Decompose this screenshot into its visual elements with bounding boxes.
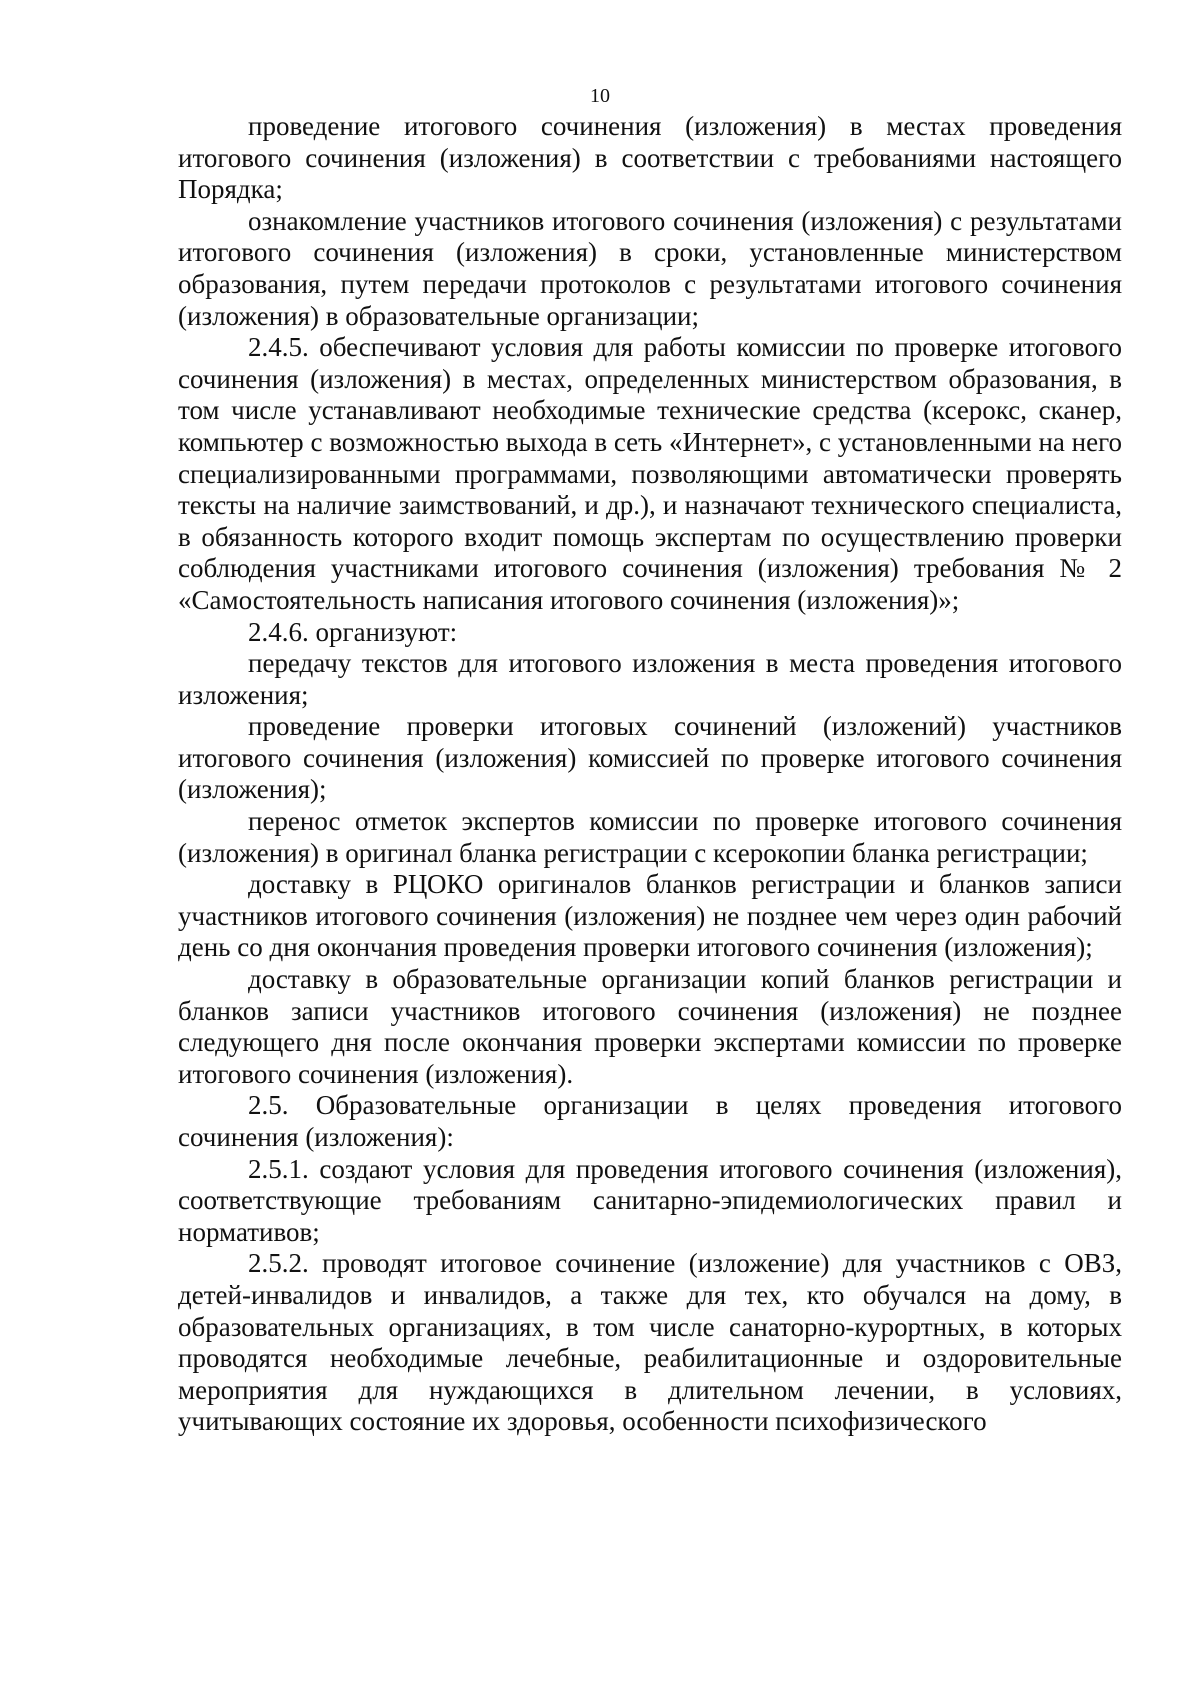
page-number: 10 bbox=[590, 85, 610, 107]
paragraph-results-familiarization: ознакомление участников итогового сочинения (изложения) с результатами итогового сочинения (изложения) в сроки, установленные министерством образования, путем передачи протоколов с результатами итогового сочинения (изложения) в образовательные организации; bbox=[178, 205, 1122, 331]
paragraph-2-5-1: 2.5.1. создают условия для проведения итогового сочинения (изложения), соответствующие требованиям санитарно-эпидемиологических правил и нормативов; bbox=[178, 1153, 1122, 1247]
paragraph-essay-check: проведение проверки итоговых сочинений (изложений) участников итогового сочинения (изложения) комиссией по проверке итогового сочинения (изложения); bbox=[178, 711, 1122, 805]
paragraph-marks-transfer: перенос отметок экспертов комиссии по проверке итогового сочинения (изложения) в оригинал бланка регистрации с ксерокопии бланка регистрации; bbox=[178, 806, 1122, 868]
paragraph-text-transfer: передачу текстов для итогового изложения в места проведения итогового изложения; bbox=[178, 648, 1122, 710]
paragraph-exam-conduct: проведение итогового сочинения (изложения) в местах проведения итогового сочинения (изложения) в соответствии с требованиями настоящего Порядка; bbox=[178, 111, 1122, 205]
paragraph-delivery-rcoko: доставку в РЦОКО оригиналов бланков регистрации и бланков записи участников итогового сочинения (изложения) не позднее чем через один рабочий день со дня окончания проведения проверки итогового сочинения (изложения); bbox=[178, 869, 1122, 963]
paragraph-2-4-6: 2.4.6. организуют: bbox=[248, 616, 458, 647]
paragraph-2-4-5: 2.4.5. обеспечивают условия для работы комиссии по проверке итогового сочинения (изложения) в местах, определенных министерством образования, в том числе устанавливают необходимые технические средства (ксерокс, сканер, компьютер с возможностью выхода в сеть «Интернет», с установленными на него специализированными программами, позволяющими автоматически проверять тексты на наличие заимствований, и др.), и назначают технического специалиста, в обязанность которого входит помощь экспертам по осуществлению проверки соблюдения участниками итогового сочинения (изложения) требования № 2 «Самостоятельность написания итогового сочинения (изложения)»; bbox=[178, 332, 1122, 615]
paragraph-2-5: 2.5. Образовательные организации в целях проведения итогового сочинения (изложения): bbox=[178, 1090, 1122, 1152]
document-body bbox=[178, 111, 1122, 1438]
paragraph-delivery-organizations: доставку в образовательные организации копий бланков регистрации и бланков записи участников итогового сочинения (изложения) не позднее следующего дня после окончания проверки экспертами комиссии по проверке итогового сочинения (изложения). bbox=[178, 964, 1122, 1089]
paragraph-2-5-2: 2.5.2. проводят итоговое сочинение (изложение) для участников с ОВЗ, детей-инвалидов и инвалидов, а также для тех, кто обучался на дому, в образовательных организациях, в том числе санаторно-курортных, в которых проводятся необходимые лечебные, реабилитационные и оздоровительные мероприятия для нуждающихся в длительном лечении, в условиях, учитывающих состояние их здоровья, особенности психофизического bbox=[178, 1248, 1122, 1437]
